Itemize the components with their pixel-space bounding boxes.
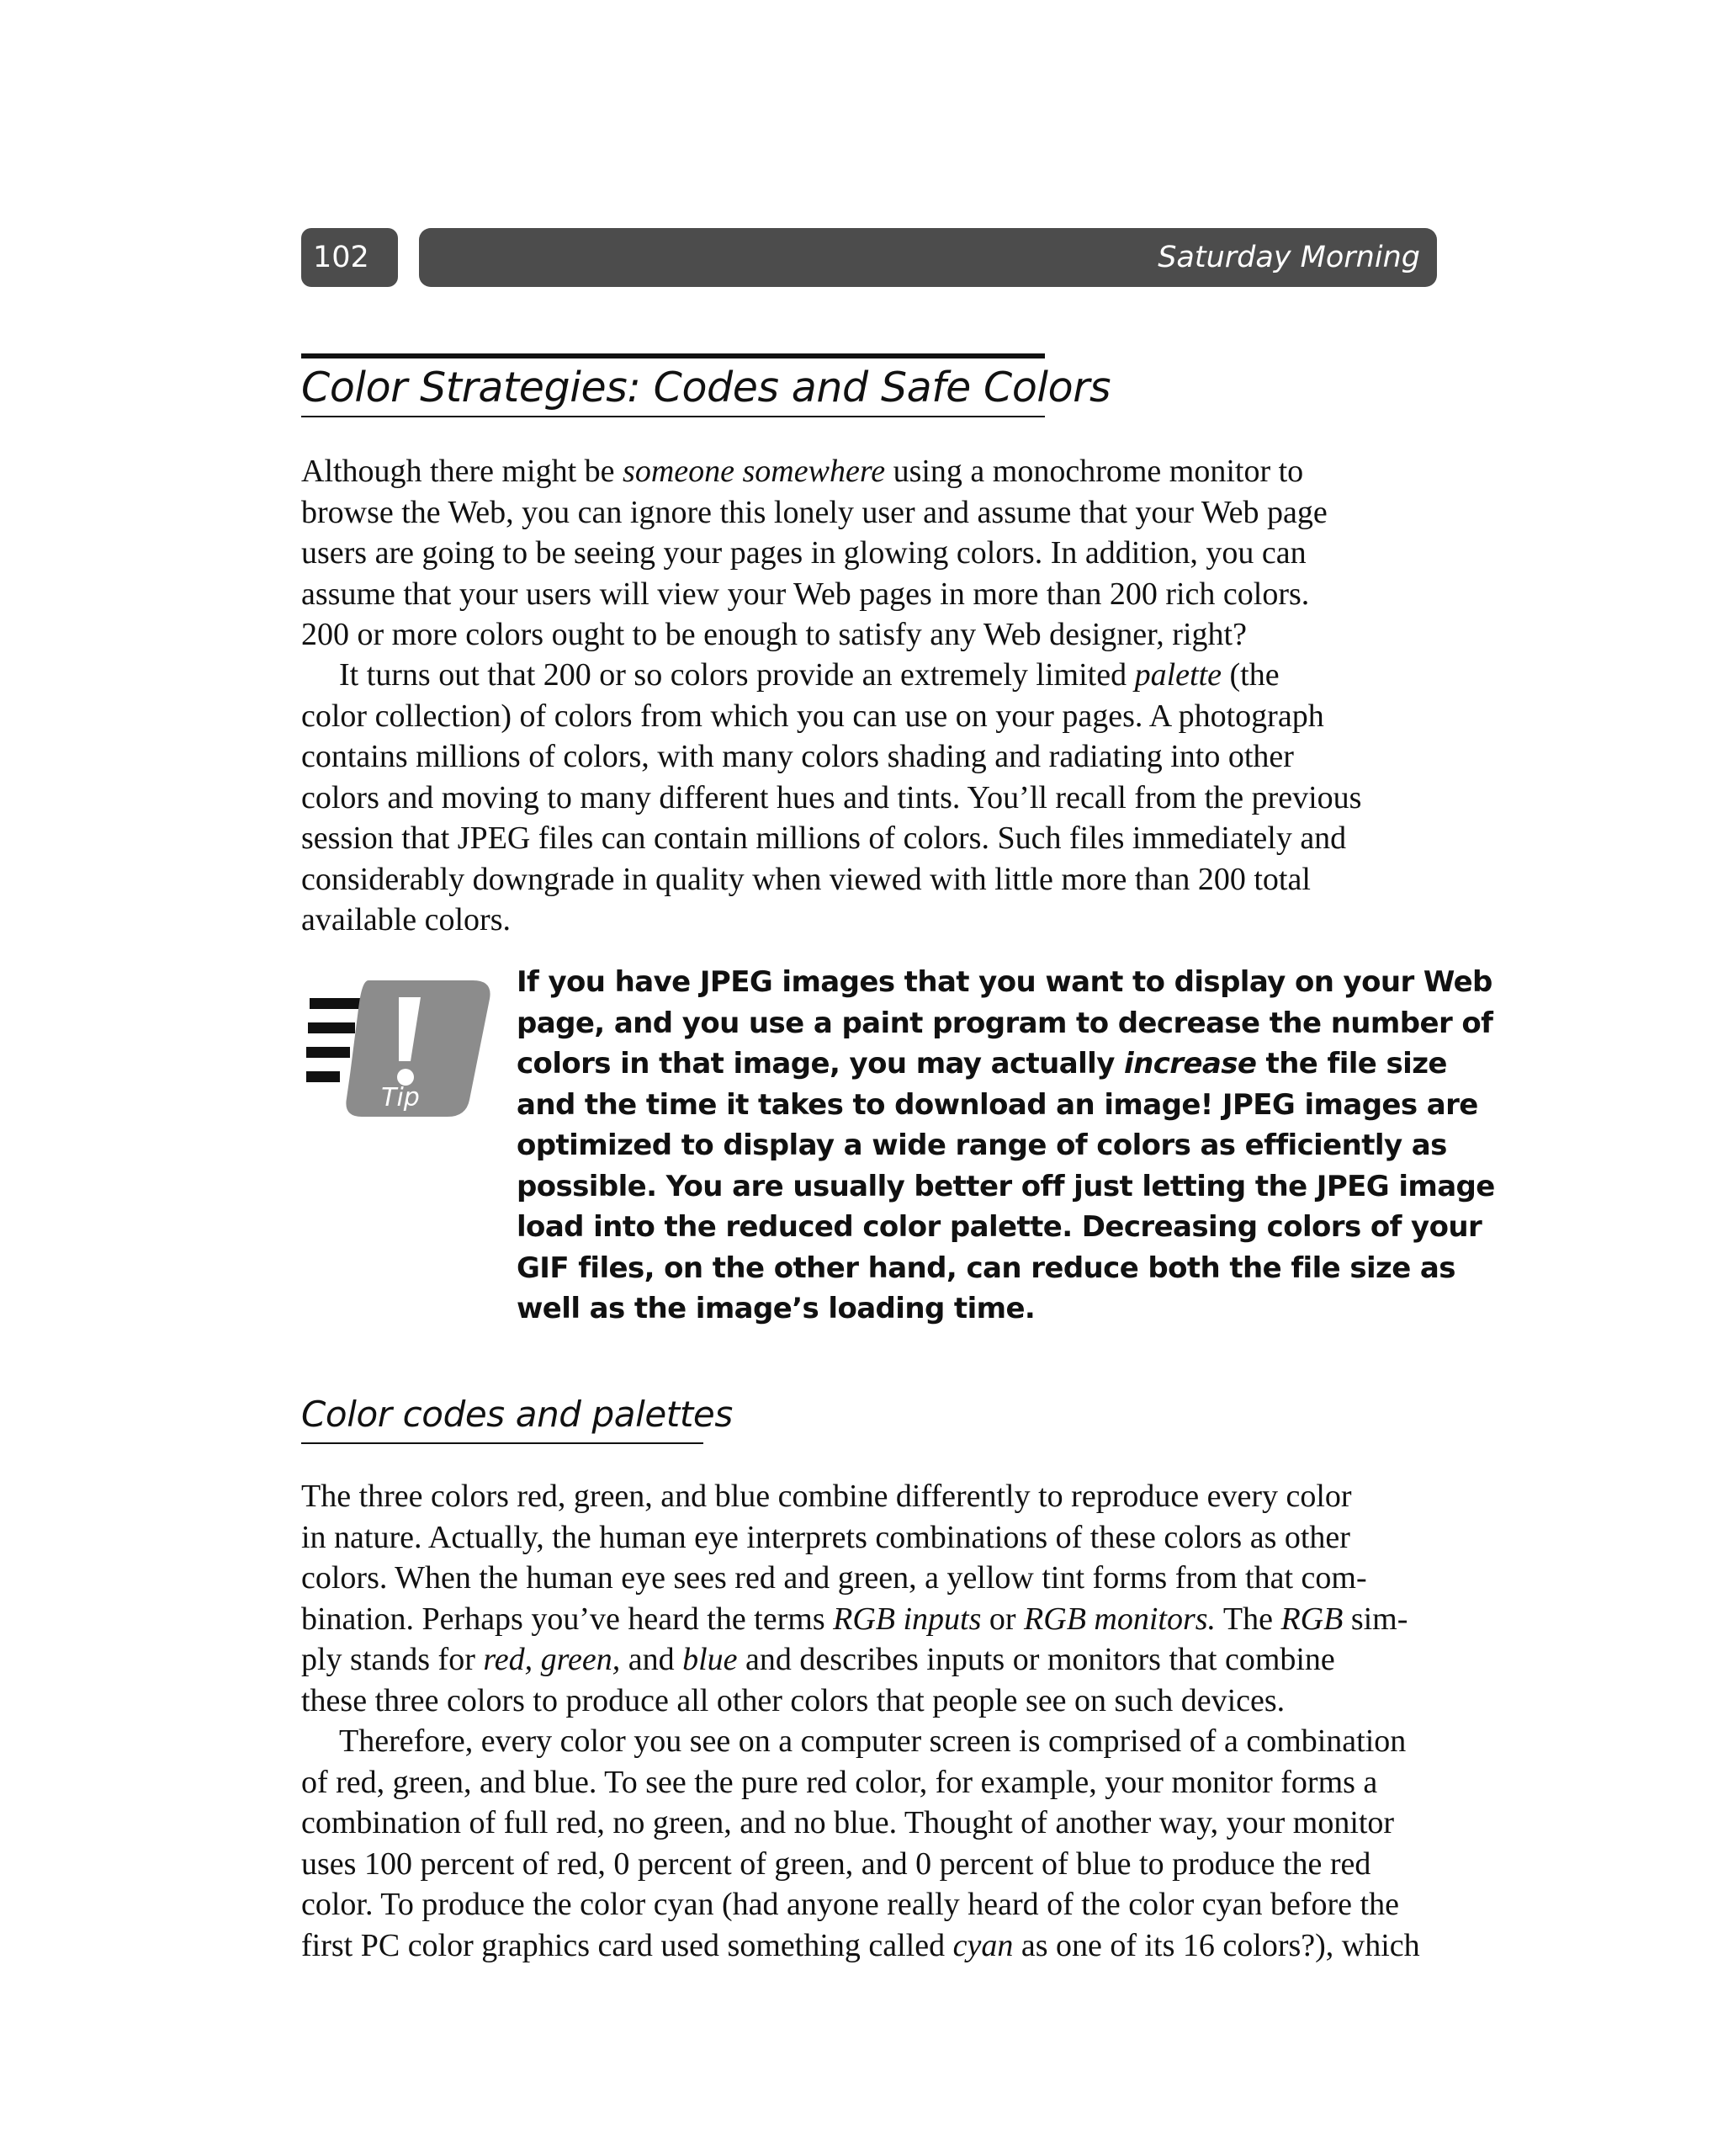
emphasis: RGB xyxy=(1280,1601,1344,1637)
subsection-underline xyxy=(301,1442,703,1444)
tip-icon xyxy=(306,974,496,1121)
text-line: browse the Web, you can ignore this lonely user and assume that your Web page xyxy=(301,494,1328,530)
emphasis: red, green, xyxy=(483,1642,621,1677)
text-line: contains millions of colors, with many colors shading and radiating into other xyxy=(301,739,1294,774)
section-underline xyxy=(301,416,1045,417)
emphasis: increase xyxy=(1124,1047,1257,1081)
text-line: session that JPEG files can contain millions of colors. Such files immediately and xyxy=(301,820,1347,856)
text-line: If you have JPEG images that you want to display on your Web xyxy=(517,965,1492,999)
tip-icon-graphic xyxy=(306,974,496,1121)
section-title: Color Strategies: Codes and Safe Colors xyxy=(301,364,1111,412)
text-line: possible. You are usually better off just letting the JPEG image xyxy=(517,1169,1495,1203)
text-line: Although there might be someone somewhere using a monochrome monitor to xyxy=(301,454,1304,489)
tip-note xyxy=(517,962,1495,1330)
paragraph-rgb xyxy=(301,1476,1437,1721)
emphasis: RGB monitors. xyxy=(1024,1601,1217,1637)
text-line: assume that your users will view your Web pages in more than 200 rich colors. xyxy=(301,576,1310,612)
running-header-bar xyxy=(419,228,1437,287)
text-line: in nature. Actually, the human eye interprets combinations of these colors as other xyxy=(301,1519,1350,1555)
subsection-title: Color codes and palettes xyxy=(301,1394,733,1435)
emphasis: cyan xyxy=(952,1927,1014,1963)
running-title: Saturday Morning xyxy=(1158,241,1420,274)
text-line: available colors. xyxy=(301,902,512,937)
text-line: load into the reduced color palette. Decreasing colors of your xyxy=(517,1210,1482,1244)
text-line: 200 or more colors ought to be enough to satisfy any Web designer, right? xyxy=(301,617,1247,652)
emphasis: someone somewhere xyxy=(623,454,886,489)
text-line: and the time it takes to download an image! JPEG images are xyxy=(517,1087,1478,1122)
text-line: colors and moving to many different hues and tints. You’ll recall from the previous xyxy=(301,779,1362,815)
emphasis: palette xyxy=(1134,657,1222,693)
emphasis: RGB inputs xyxy=(833,1601,982,1637)
text-line: optimized to display a wide range of colors as efficiently as xyxy=(517,1128,1447,1162)
text-line: Therefore, every color you see on a computer screen is comprised of a combination xyxy=(339,1723,1407,1759)
text-line: color. To produce the color cyan (had anyone really heard of the color cyan before the xyxy=(301,1887,1399,1922)
emphasis: blue xyxy=(682,1642,738,1677)
text-line: these three colors to produce all other colors that people see on such devices. xyxy=(301,1682,1286,1718)
page-number-tab xyxy=(301,228,398,287)
text-line: page, and you use a paint program to decrease the number of xyxy=(517,1006,1493,1040)
tip-icon-label: Tip xyxy=(381,1083,420,1113)
page-number: 102 xyxy=(313,241,369,274)
text-line: well as the image’s loading time. xyxy=(517,1292,1036,1325)
text-line: The three colors red, green, and blue combine differently to reproduce every color xyxy=(301,1479,1352,1514)
paragraph-intro xyxy=(301,451,1437,656)
text-line: combination of full red, no green, and no blue. Thought of another way, your monitor xyxy=(301,1805,1395,1840)
section-top-rule xyxy=(301,353,1045,358)
text-line: first PC color graphics card used something called cyan as one of its 16 colors?), which xyxy=(301,1927,1420,1963)
text-line: bination. Perhaps you’ve heard the terms RGB inputs or RGB monitors. The RGB sim- xyxy=(301,1601,1408,1637)
text-line: of red, green, and blue. To see the pure red color, for example, your monitor forms a xyxy=(301,1764,1378,1800)
text-line: users are going to be seeing your pages in glowing colors. In addition, you can xyxy=(301,535,1307,571)
text-line: GIF files, on the other hand, can reduce both the file size as xyxy=(517,1251,1455,1285)
text-line: considerably downgrade in quality when viewed with little more than 200 total xyxy=(301,861,1311,897)
text-line: uses 100 percent of red, 0 percent of green, and 0 percent of blue to produce the red xyxy=(301,1845,1371,1882)
text-line: colors. When the human eye sees red and green, a yellow tint forms from that com- xyxy=(301,1560,1367,1596)
text-line: color collection) of colors from which you can use on your pages. A photograph xyxy=(301,698,1324,734)
paragraph-palette xyxy=(301,655,1437,941)
text-line: It turns out that 200 or so colors provide an extremely limited palette (the xyxy=(339,657,1280,693)
text-line: ply stands for red, green, and blue and describes inputs or monitors that combine xyxy=(301,1642,1335,1677)
paragraph-combination xyxy=(301,1721,1437,1966)
text-line: colors in that image, you may actually increase the file size xyxy=(517,1047,1447,1081)
